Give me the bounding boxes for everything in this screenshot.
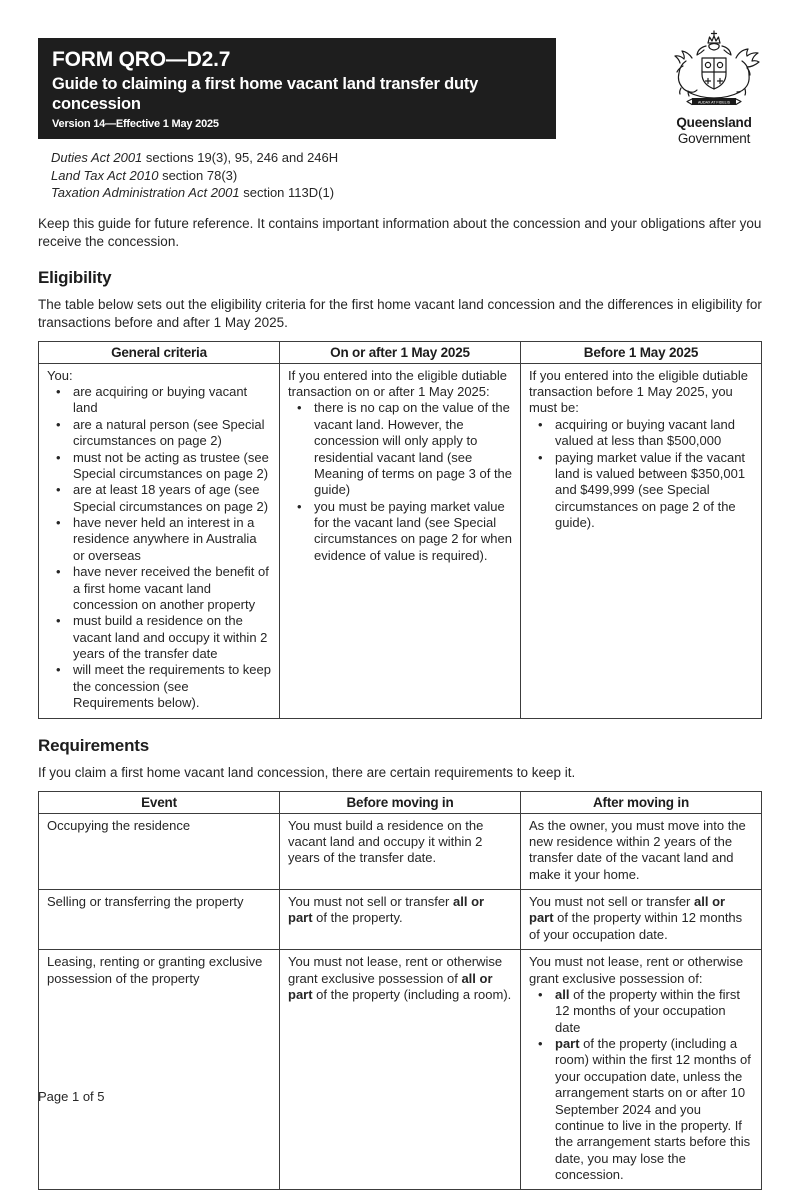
form-version: Version 14—Effective 1 May 2025 [52, 118, 542, 130]
legislation-line [51, 167, 762, 184]
bullet-list [529, 417, 753, 532]
column-header: After moving in [521, 791, 762, 813]
event-cell: Occupying the residence [39, 813, 280, 890]
form-code: FORM QRO—D2.7 [52, 48, 542, 72]
before-moving-in-cell [280, 890, 521, 950]
cell-paragraph: If you entered into the eligible dutiable transaction on or after 1 May 2025: [288, 368, 512, 401]
eligibility-table [38, 341, 762, 719]
cell-paragraph: You: [47, 368, 271, 384]
act-sections: section 113D(1) [240, 185, 334, 200]
bullet-list [288, 400, 512, 564]
cell-paragraph: You must not sell or transfer all or part of the property. [288, 894, 512, 927]
table-cell [521, 363, 762, 718]
bullet-item: • there is no cap on the value of the vacant land. However, the concession will only apply to residential vacant land (see Meaning of terms on page 3 of the guide) [288, 400, 512, 498]
logo-text-government: Government [656, 131, 772, 147]
before-moving-in-cell [280, 950, 521, 1190]
table-row [39, 363, 762, 718]
after-moving-in-cell [521, 890, 762, 950]
event-cell: Selling or transferring the property [39, 890, 280, 950]
logo-text-queensland: Queensland [656, 116, 772, 131]
table-row [39, 950, 762, 1190]
queensland-government-logo [656, 28, 772, 146]
bullet-item: • acquiring or buying vacant land valued at less than $500,000 [529, 417, 753, 450]
cell-paragraph: You must build a residence on the vacant land and occupy it within 2 years of the transfer date. [288, 818, 512, 867]
bullet-item: • all of the property within the first 12 months of your occupation date [529, 987, 753, 1036]
bullet-item: • must not be acting as trustee (see Special circumstances on page 2) [47, 450, 271, 483]
requirements-description: If you claim a first home vacant land concession, there are certain requirements to keep it. [38, 764, 762, 782]
act-name: Duties Act 2001 [51, 150, 142, 165]
bullet-item: • are at least 18 years of age (see Special circumstances on page 2) [47, 482, 271, 515]
table-cell [280, 363, 521, 718]
after-moving-in-cell [521, 813, 762, 890]
event-cell: Leasing, renting or granting exclusive possession of the property [39, 950, 280, 1190]
table-row [39, 890, 762, 950]
act-name: Taxation Administration Act 2001 [51, 185, 240, 200]
column-header: General criteria [39, 341, 280, 363]
bullet-list [47, 384, 271, 712]
legislation-line [51, 149, 762, 166]
eligibility-heading: Eligibility [38, 268, 762, 288]
cell-paragraph: You must not lease, rent or otherwise grant exclusive possession of all or part of the property (including a room). [288, 954, 512, 1003]
cell-paragraph: As the owner, you must move into the new residence within 2 years of the transfer date of the vacant land and make it your home. [529, 818, 753, 884]
table-row [39, 813, 762, 890]
bullet-item: • are a natural person (see Special circumstances on page 2) [47, 417, 271, 450]
bullet-item: • must build a residence on the vacant land and occupy it within 2 years of the transfer date [47, 613, 271, 662]
act-sections: section 78(3) [158, 168, 237, 183]
requirements-heading: Requirements [38, 736, 762, 756]
form-title-box [38, 38, 556, 139]
legislation-line [51, 184, 762, 201]
cell-paragraph: If you entered into the eligible dutiable transaction before 1 May 2025, you must be: [529, 368, 753, 417]
bullet-item: • you must be paying market value for the vacant land (see Special circumstances on page 2 for when evidence of value is required). [288, 499, 512, 565]
coat-of-arms-icon [662, 28, 766, 116]
table-header-row [39, 791, 762, 813]
bullet-item: • have never held an interest in a residence anywhere in Australia or overseas [47, 515, 271, 564]
form-title: Guide to claiming a first home vacant land transfer duty concession [52, 74, 532, 114]
bullet-item: • will meet the requirements to keep the concession (see Requirements below). [47, 662, 271, 711]
cell-paragraph: You must not sell or transfer all or part of the property within 12 months of your occupation date. [529, 894, 753, 943]
page-header [38, 38, 762, 139]
bullet-item: • are acquiring or buying vacant land [47, 384, 271, 417]
column-header: Before 1 May 2025 [521, 341, 762, 363]
eligibility-description: The table below sets out the eligibility criteria for the first home vacant land concession and the differences in eligibility for transactions before and after 1 May 2025. [38, 296, 762, 332]
column-header: Event [39, 791, 280, 813]
bullet-list [529, 987, 753, 1184]
act-name: Land Tax Act 2010 [51, 168, 158, 183]
table-cell [39, 363, 280, 718]
table-header-row [39, 341, 762, 363]
bullet-item: • paying market value if the vacant land is valued between $350,001 and $499,999 (see Special circumstances on page 2 of the guide). [529, 450, 753, 532]
bullet-item: • have never received the benefit of a first home vacant land concession on another property [47, 564, 271, 613]
cell-paragraph: You must not lease, rent or otherwise grant exclusive possession of: [529, 954, 753, 987]
coat-of-arms-motto: AUDAX AT FIDELIS [698, 101, 731, 105]
bullet-item: • part of the property (including a room) within the first 12 months of your occupation date, unless the arrangement starts on or after 10 September 2024 and you continue to live in the property. If the arrangement starts before this date, you may lose the concession. [529, 1036, 753, 1183]
act-sections: sections 19(3), 95, 246 and 246H [142, 150, 338, 165]
after-moving-in-cell [521, 950, 762, 1190]
column-header: Before moving in [280, 791, 521, 813]
before-moving-in-cell [280, 813, 521, 890]
page-number: Page 1 of 5 [38, 1089, 105, 1104]
intro-paragraph: Keep this guide for future reference. It contains important information about the concession and your obligations after you receive the concession. [38, 215, 762, 251]
column-header: On or after 1 May 2025 [280, 341, 521, 363]
requirements-table [38, 791, 762, 1190]
legislation-references [38, 149, 762, 200]
